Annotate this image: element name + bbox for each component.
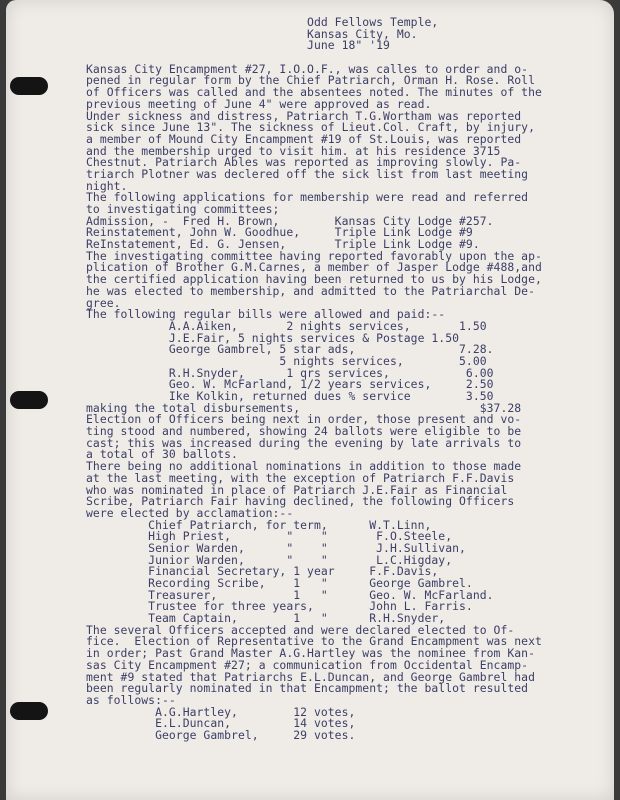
text-line: of Officers was called and the absentees noted. The minutes of the <box>86 85 542 100</box>
text-line: making the total disbursements, $37.28 <box>86 400 522 415</box>
text-line: R.H.Snyder, 1 qrs services, 6.00 <box>86 365 494 380</box>
text-line: George Gambrel, 5 star ads, 7.28. <box>86 342 494 357</box>
text-line: to investigating committees; <box>86 202 280 216</box>
text-line: ReInstatement, Ed. G. Jensen, Triple Link Lodge #9. <box>86 237 480 252</box>
text-line: triarch Plotner was declered off the sick list from last meeting <box>86 166 529 181</box>
text-line: Chestnut. Patriarch Ables was reported as improving slowly. Pa- <box>86 155 522 170</box>
text-line: the certified application having been returned to us by his Lodge, <box>86 272 542 287</box>
text-line: he was elected to membership, and admitted to the Patriarchal De- <box>86 283 536 298</box>
document-text <box>86 17 606 742</box>
text-line: night. <box>86 178 128 193</box>
text-line: Chief Patriarch, for term, W.T.Linn, <box>86 517 432 532</box>
text-line: ting stood and numbered, showing 24 ballots were eligible to be <box>86 424 522 439</box>
text-line: Recording Scribe, 1 " George Gambrel. <box>86 576 473 590</box>
text-line: ment #9 stated that Patriarchs E.L.Duncan, and George Gambrel had <box>86 669 536 684</box>
text-line: a total of 30 ballots. <box>86 447 238 462</box>
text-line: Election of Officers being next in order, those present and vo- <box>86 412 522 427</box>
text-line: fice. Election of Representative to the Grand Encampment was next <box>86 634 542 649</box>
text-line: Under sickness and distress, Patriarch T.G.Wortham was reported <box>86 108 522 123</box>
text-line: been regularly nominated in that Encampment; the ballot resulted <box>86 681 529 696</box>
binder-hole <box>10 77 48 95</box>
text-line: were elected by acclamation:-- <box>86 505 294 520</box>
text-line: a member of Mound City Encampment #19 of St.Louis, was reported <box>86 131 522 146</box>
text-line: pened in regular form by the Chief Patriarch, Orman H. Rose. Roll <box>86 73 536 88</box>
text-line: Team Captain, 1 " R.H.Snyder, <box>86 611 446 626</box>
header-line: June 18" '19 <box>86 38 390 53</box>
typed-document-page <box>6 0 614 800</box>
text-line: who was nominated in place of Patriarch J.E.Fair as Financial <box>86 482 508 497</box>
text-line: J.E.Fair, 5 nights services & Postage 1.50 <box>86 330 460 345</box>
text-line: Geo. W. McFarland, 1/2 years services, 2.50 <box>86 377 494 392</box>
text-line: George Gambrel, 29 votes. <box>86 727 356 742</box>
text-line: The several Officers accepted and were declared elected to Of- <box>86 622 515 637</box>
text-line: Reinstatement, John W. Goodhue, Triple Link Lodge #9 <box>86 225 473 240</box>
text-line: There being no additional nominations in addition to those made <box>86 459 522 474</box>
text-line: Senior Warden, " " J.H.Sullivan, <box>86 540 466 555</box>
text-line: Treasurer, 1 " Geo. W. McFarland. <box>86 587 494 602</box>
text-line: Financial Secretary, 1 year F.F.Davis, <box>86 564 439 579</box>
text-line: gree. <box>86 295 121 310</box>
text-line: as follows:-- <box>86 692 176 707</box>
text-line: sick since June 13". The sickness of Lieut.Col. Craft, by injury, <box>86 120 536 135</box>
text-line: Admission, - Fred H. Brown, Kansas City Lodge #257. <box>86 213 494 228</box>
text-line: The following applications for membership were read and referred <box>86 190 529 205</box>
text-line: Junior Warden, " " L.C.Higday, <box>86 552 453 567</box>
text-line: at the last meeting, with the exception of Patriarch F.F.Davis <box>86 470 515 485</box>
text-line: and the membership urged to visit him. at his residence 3715 <box>86 143 501 158</box>
text-line: plication of Brother G.M.Carnes, a member of Jasper Lodge #488,and <box>86 260 542 275</box>
text-line: previous meeting of June 4" were approved as read. <box>86 96 432 111</box>
header-line: Odd Fellows Temple, <box>86 15 439 29</box>
text-line: Kansas City Encampment #27, I.O.O.F., was calles to order and o- <box>86 61 529 76</box>
text-line: High Priest, " " F.O.Steele, <box>86 529 453 544</box>
binder-hole <box>10 391 48 409</box>
header-line: Kansas City, Mo. <box>86 26 418 41</box>
text-line: Scribe, Patriarch Fair having declined, the following Officers <box>86 494 515 509</box>
text-line: The following regular bills were allowed and paid:-- <box>86 307 446 322</box>
text-line: in order; Past Grand Master A.G.Hartley was the nominee from Kan- <box>86 646 536 661</box>
text-line: A.G.Hartley, 12 votes, <box>86 704 356 719</box>
text-line: 5 nights services, 5.00 <box>86 353 487 368</box>
text-line: cast; this was increased during the evening by late arrivals to <box>86 435 522 450</box>
minutes-body <box>86 52 606 742</box>
text-line: Ike Kolkin, returned dues % service 3.50 <box>86 389 494 403</box>
text-line: sas City Encampment #27; a communication from Occidental Encamp- <box>86 657 529 672</box>
text-line: A.A.Aiken, 2 nights services, 1.50 <box>86 318 487 333</box>
text-line: Trustee for three years, John L. Farris. <box>86 599 473 614</box>
text-line: E.L.Duncan, 14 votes, <box>86 716 356 731</box>
text-line: The investigating committee having reported favorably upon the ap- <box>86 248 542 263</box>
binder-hole <box>10 702 48 720</box>
